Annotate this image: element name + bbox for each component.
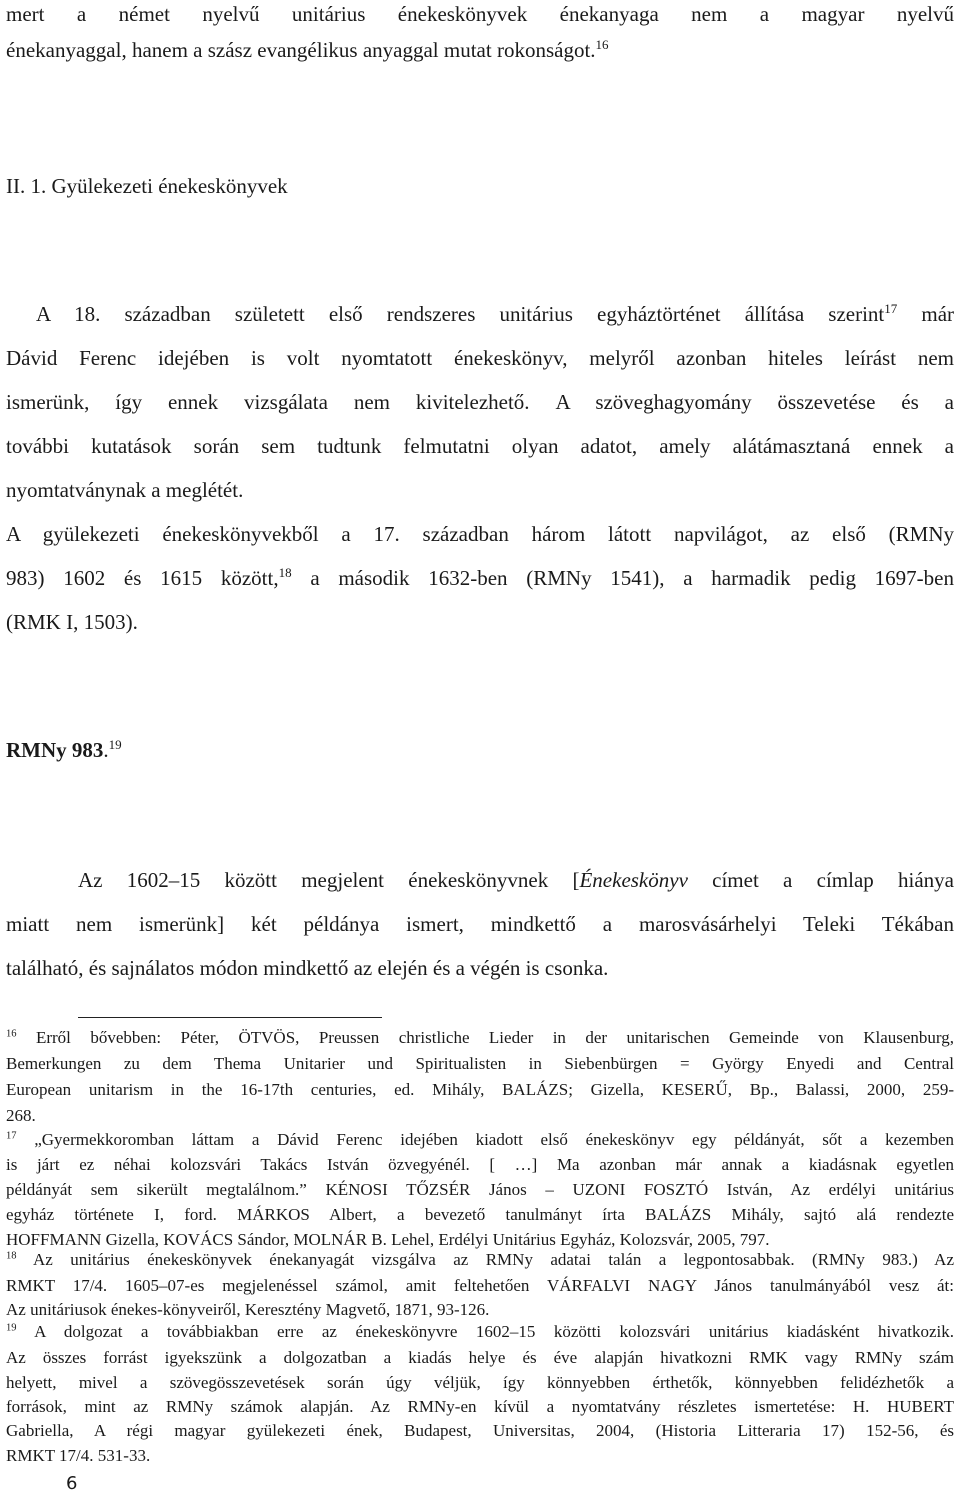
paragraph-4-line-1 xyxy=(78,868,954,893)
paragraph-2-line-3 xyxy=(6,390,954,415)
paragraph-1-line-1 xyxy=(6,2,954,27)
text: RMKT 17/4. 531-33. xyxy=(6,1446,151,1465)
text: miatt nem ismerünk] két példánya ismert, mindkettő a marosvásárhelyi Teleki Tékában xyxy=(6,912,954,936)
text: egyház története I, ford. MÁRKOS Albert, a bevezető tanulmányt írta BALÁZS Mihály, sajtó alá rendezte xyxy=(6,1205,954,1224)
text: énekanyaggal, hanem a szász evangélikus anyaggal mutat rokonságot. xyxy=(6,38,596,62)
paragraph-2-line-4 xyxy=(6,434,954,459)
text: Dávid Ferenc idejében is volt nyomtatott énekeskönyv, melyről azonban hiteles leírást nem xyxy=(6,346,954,370)
footnote-17-line-1 xyxy=(6,1130,954,1150)
text: címet a címlap hiánya xyxy=(687,868,954,892)
text: található, és sajnálatos módon mindkettő az elején és a végén is csonka. xyxy=(6,956,609,980)
paragraph-4-line-2 xyxy=(6,912,954,937)
footnote-18-line-3 xyxy=(6,1300,954,1320)
footnote-number: 17 xyxy=(6,1130,17,1142)
text: (RMK I, 1503). xyxy=(6,610,138,634)
text: 268. xyxy=(6,1106,36,1125)
paragraph-3-line-3 xyxy=(6,610,954,635)
text: is járt ez néhai kolozsvári Takács István özvegyénél. [ …] Ma azonban már annak a kiadásnak egyetlen xyxy=(6,1155,954,1174)
text: példányát sem sikerült megtalálnom.” KÉNOSI TŐZSÉR János – UZONI FOSZTÓ István, Az erdélyi unitárius xyxy=(6,1180,954,1199)
footnote-19-line-1 xyxy=(6,1322,954,1342)
text: Az összes forrást igyekszünk a dolgozatban a kiadás helye és éve alapján hivatkozni RMK vagy RMNy szám xyxy=(6,1348,954,1367)
footnote-17-line-2 xyxy=(6,1155,954,1175)
text: European unitarism in the 16-17th centuries, ed. Mihály, BALÁZS; Gizella, KESERŰ, Bp., Balassi, 2000, 259- xyxy=(6,1080,954,1099)
paragraph-2-line-2 xyxy=(6,346,954,371)
text: „Gyermekkoromban láttam a Dávid Ferenc idejében kiadott első énekeskönyv egy példányát, sőt a kezemben xyxy=(34,1130,954,1149)
footnote-ref-19[interactable]: 19 xyxy=(108,737,122,752)
text: Bemerkungen zu dem Thema Unitarier und Spiritualisten in Siebenbürgen = György Enyedi and Central xyxy=(6,1054,954,1073)
text: már xyxy=(921,302,955,326)
footnote-17-line-5 xyxy=(6,1230,954,1250)
footnote-16-line-2 xyxy=(6,1054,954,1074)
text: században három látott napvilágot, az első (RMNy xyxy=(422,522,954,546)
paragraph-3-line-2 xyxy=(6,566,954,591)
text: Az unitárius énekeskönyvek énekanyagát vizsgálva az RMNy adatai talán a legpontosabbak. (RMNy 983.) Az xyxy=(33,1250,955,1269)
text: források, mint az RMNy számok alapján. Az RMNy-en kívül a nyomtatvány részletes ismertetése: H. HUBERT xyxy=(6,1397,954,1416)
section-heading xyxy=(6,174,954,199)
footnote-16-line-4 xyxy=(6,1106,954,1126)
footnote-ref-16[interactable]: 16 xyxy=(595,37,609,52)
text: században született első rendszeres unitárius egyháztörténet állítása szerint xyxy=(124,302,885,326)
text: további kutatások során sem tudtunk felmutatni olyan adatot, amely alátámasztaná ennek a xyxy=(6,434,954,458)
text: RMKT 17/4. 1605–07-es megjelenéssel számol, amit feltehetően VÁRFALVI NAGY János tanulmányából vesz át: xyxy=(6,1276,954,1295)
italic-title: Énekeskönyv xyxy=(579,868,688,892)
rmny-heading-text: RMNy 983 xyxy=(6,738,104,762)
footnote-16-line-3 xyxy=(6,1080,954,1100)
footnote-ref-18[interactable]: 18 xyxy=(278,565,292,580)
footnote-19-line-5 xyxy=(6,1421,954,1441)
section-heading-text: II. 1. Gyülekezeti énekeskönyvek xyxy=(6,174,288,198)
footnote-19-line-2 xyxy=(6,1348,954,1368)
text: A gyülekezeti énekeskönyvekből a 17. xyxy=(6,522,400,546)
footnote-17-line-3 xyxy=(6,1180,954,1200)
text: mert a német nyelvű unitárius énekeskönyvek énekanyaga nem a magyar nyelvű xyxy=(6,2,954,26)
paragraph-1-line-2 xyxy=(6,38,954,63)
paragraph-3-line-1 xyxy=(6,522,954,547)
footnote-16-line-1 xyxy=(6,1028,954,1048)
rmny-heading-dot: . xyxy=(103,738,109,762)
footnote-19-line-6 xyxy=(6,1446,954,1466)
rmny-heading xyxy=(6,738,954,763)
footnote-19-line-3 xyxy=(6,1373,954,1393)
text: 983) 1602 és 1615 között, xyxy=(6,566,279,590)
text: Az 1602–15 között megjelent énekeskönyvnek [ xyxy=(78,868,580,892)
paragraph-4-line-3 xyxy=(6,956,954,981)
footnote-ref-17[interactable]: 17 xyxy=(884,301,898,316)
text: ismerünk, így ennek vizsgálata nem kivitelezhető. xyxy=(6,390,530,414)
text: helyett, mivel a szövegösszevetések során úgy véljük, így könnyebben érthetők, könnyebben felidézhetők a xyxy=(6,1373,954,1392)
text: A szöveghagyomány összevetése és a xyxy=(555,390,954,414)
footnote-separator xyxy=(78,1017,382,1018)
footnote-number: 16 xyxy=(6,1028,17,1040)
footnote-18-line-2 xyxy=(6,1276,954,1296)
text: Az unitáriusok énekes-könyveiről, Keresztény Magvető, 1871, 93-126. xyxy=(6,1300,490,1319)
text: Gabriella, A régi magyar gyülekezeti ének, Budapest, Universitas, 2004, (Historia Litteraria 17) 152-56, és xyxy=(6,1421,954,1440)
paragraph-2-line-1 xyxy=(36,302,954,327)
paragraph-2-line-5 xyxy=(6,478,954,503)
text: A 18. xyxy=(36,302,101,326)
footnote-17-line-4 xyxy=(6,1205,954,1225)
footnote-18-line-1 xyxy=(6,1250,954,1270)
text: nyomtatványnak a meglétét. xyxy=(6,478,244,502)
page-number: 6 xyxy=(66,1473,78,1494)
text: Erről bővebben: Péter, ÖTVÖS, Preussen christliche Lieder in der unitarischen Gemeinde von Klausenburg, xyxy=(35,1028,955,1047)
footnote-number: 18 xyxy=(6,1250,17,1262)
text: a második 1632-ben (RMNy 1541), a harmadik pedig 1697-ben xyxy=(310,566,954,590)
footnote-19-line-4 xyxy=(6,1397,954,1417)
footnote-number: 19 xyxy=(6,1322,17,1334)
text: A dolgozat a továbbiakban erre az énekeskönyvre 1602–15 közötti kolozsvári unitárius kiadásként hivatkozik. xyxy=(34,1322,954,1341)
text: HOFFMANN Gizella, KOVÁCS Sándor, MOLNÁR B. Lehel, Erdélyi Unitárius Egyház, Kolozsvár, 2005, 797. xyxy=(6,1230,770,1249)
